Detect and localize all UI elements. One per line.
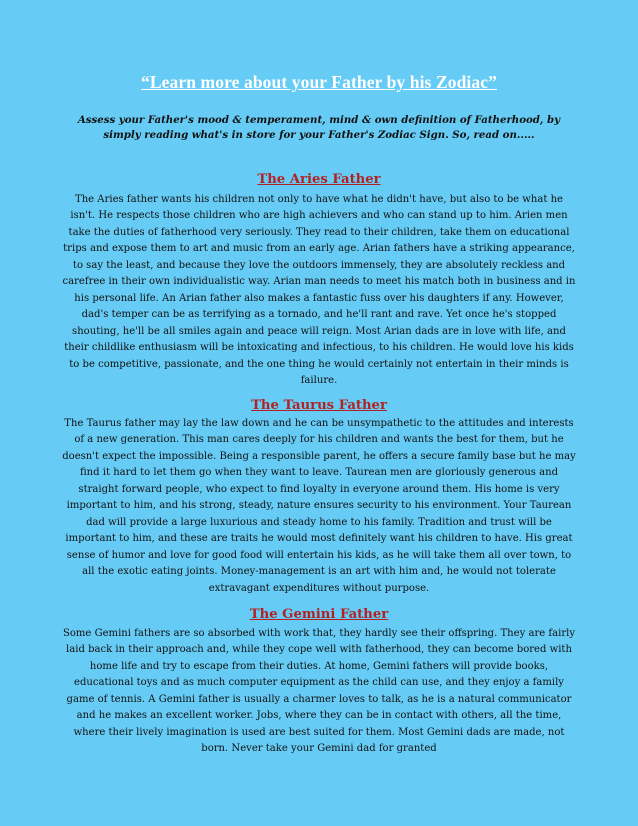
- page-title: “Learn more about your Father by his Zodiac”: [141, 72, 497, 92]
- section-body-aries: The Aries father wants his children not only to have what he didn't have, but also to be what he isn't. He respects those children who are high achievers and who can stand up to him. Arien men take the duties of fatherhood very seriously. They read to their children, take them on educational trips and expose them to art and music from an early age. Arian fathers have a striking appearance, to say the least, and because they love the outdoors immensely, they are absolutely reckless and carefree in their own individualistic way. Arian man needs to meet his match both in business and in his personal life. An Arian father also makes a fantastic fuss over his daughters if any. However, dad's temper can be as terrifying as a tornado, and he'll rant and rave. Yet once he's stopped shouting, he'll be all smiles again and peace will reign. Most Arian dads are in love with life, and their childlike enthusiasm will be intoxicating and infectious, to his children. He would love his kids to be competitive, passionate, and the one thing he would certainly not entertain in their minds is failure.: [62, 194, 576, 386]
- intro-text: Assess your Father's mood & temperament, mind & own definition of Fatherhood, by simply reading what's in store for your Father's Zodiac Sign. So, read on.....: [77, 114, 561, 142]
- section-body-taurus: The Taurus father may lay the law down and he can be unsympathetic to the attitudes and interests of a new generation. This man cares deeply for his children and wants the best for them, but he doesn't expect the impossible. Being a responsible parent, he offers a secure family base but he may find it hard to let them go when they want to leave. Taurean men are gloriously generous and straight forward people, who expect to find loyalty in everyone around them. His home is very important to him, and his strong, steady, nature ensures security to his environment. Your Taurean dad will provide a large luxurious and steady home to his family. Tradition and trust will be important to him, and these are traits he would most definitely want his children to have. His great sense of humor and love for good food will entertain his kids, as he will take them all over town, to all the exotic eating joints. Money-management is an art with him and, he would not tolerate extravagant expenditures without purpose.: [62, 418, 576, 594]
- section-body-gemini: Some Gemini fathers are so absorbed with work that, they hardly see their offspring. They are fairly laid back in their approach and, while they cope well with fatherhood, they can become bored with home life and try to escape from their duties. At home, Gemini fathers will provide books, educational toys and as much computer equipment as the child can use, and they enjoy a family game of tennis. A Gemini father is usually a charmer loves to talk, as he is a natural communicator and he makes an excellent worker. Jobs, where they can be in contact with others, all the time, where their lively imagination is used are best suited for them. Most Gemini dads are made, not born. Never take your Gemini dad for granted: [62, 628, 576, 755]
- section-heading-taurus: The Taurus Father: [251, 398, 387, 413]
- section-heading-gemini: The Gemini Father: [249, 607, 389, 622]
- section-heading-aries: The Aries Father: [257, 172, 381, 187]
